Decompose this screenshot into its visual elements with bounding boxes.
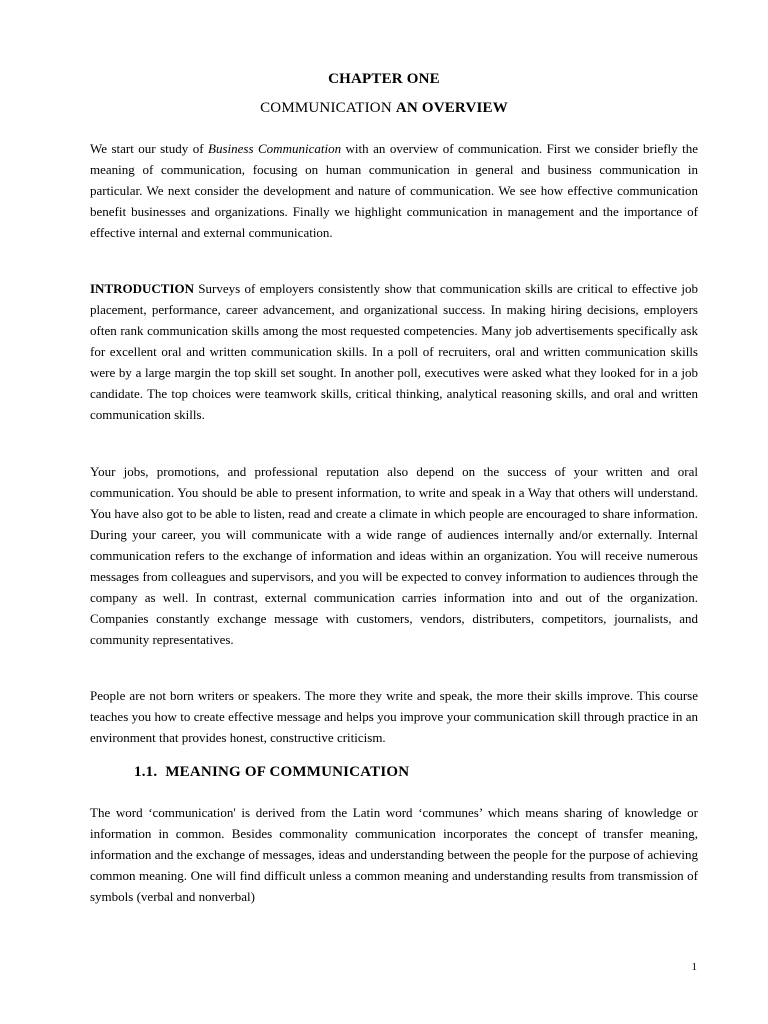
introduction-lead: INTRODUCTION	[90, 281, 195, 296]
chapter-title: CHAPTER ONE	[328, 71, 440, 87]
chapter-subtitle-plain: COMMUNICATION	[260, 100, 396, 116]
paragraph-text: Surveys of employers consistently show that communication skills are critical to effective job placement, performance, career advancement, and organizational success. In making hiring decisions, employers often rank communication skills among the most requested competencies. Many job advertisements specifically ask for excellent oral and written communication skills. In a poll of recruiters, oral and written communication skills were by a large margin the top skill set sought. In another poll, executives were asked what they looked for in a job candidate. The top choices were teamwork skills, critical thinking, analytical reasoning skills, and oral and written communication skills.	[90, 281, 698, 422]
paragraph-meaning: The word ‘communication' is derived from the Latin word ‘communes’ which means sharing of knowledge or information in common. Besides commonality communication incorporates the concept of transfer meaning, information and the exchange of messages, ideas and understanding between the people for the purpose of achieving common meaning. One will find difficult unless a common meaning and understanding results from transmission of symbols (verbal and nonverbal)	[90, 805, 698, 904]
paragraph-text: with an overview of communication. First we consider briefly the meaning of communication, focusing on human communication in general and business communication in particular. We next consider the development and nature of communication. We see how effective communication benefit businesses and organizations. Finally we highlight communication in management and the importance of effective internal and external communication.	[90, 141, 698, 240]
page-number: 1	[691, 961, 697, 973]
chapter-subtitle-bold: AN OVERVIEW	[395, 100, 508, 116]
paragraph-introduction	[90, 278, 698, 425]
paragraph-careers: Your jobs, promotions, and professional reputation also depend on the success of your written and oral communication. You should be able to present information, to write and speak in a Way that others will understand. You have also got to be able to listen, read and create a climate in which people are encouraged to share information. During your career, you will communicate with a wide range of audiences internally and/or externally. Internal communication refers to the exchange of information and ideas within an organization. You will receive numerous messages from colleagues and supervisors, and you will be expected to convey information to audiences through the company as well. In contrast, external communication carries information into and out of the organization. Companies constantly exchange message with customers, vendors, distributers, competitors, journalists, and community representatives.	[90, 464, 698, 647]
paragraph-text: We start our study of	[90, 141, 209, 156]
chapter-subtitle	[0, 100, 768, 117]
section-heading	[134, 764, 409, 781]
section-number: 1.1.	[134, 764, 158, 780]
paragraph-skills: People are not born writers or speakers. The more they write and speak, the more their skills improve. This course teaches you how to create effective message and helps you improve your communication skill through practice in an environment that provides honest, constructive criticism.	[90, 688, 698, 745]
paragraph-overview	[90, 138, 698, 243]
section-title: MEANING OF COMMUNICATION	[165, 764, 410, 780]
book-title-italic: Business Communication	[208, 141, 342, 156]
